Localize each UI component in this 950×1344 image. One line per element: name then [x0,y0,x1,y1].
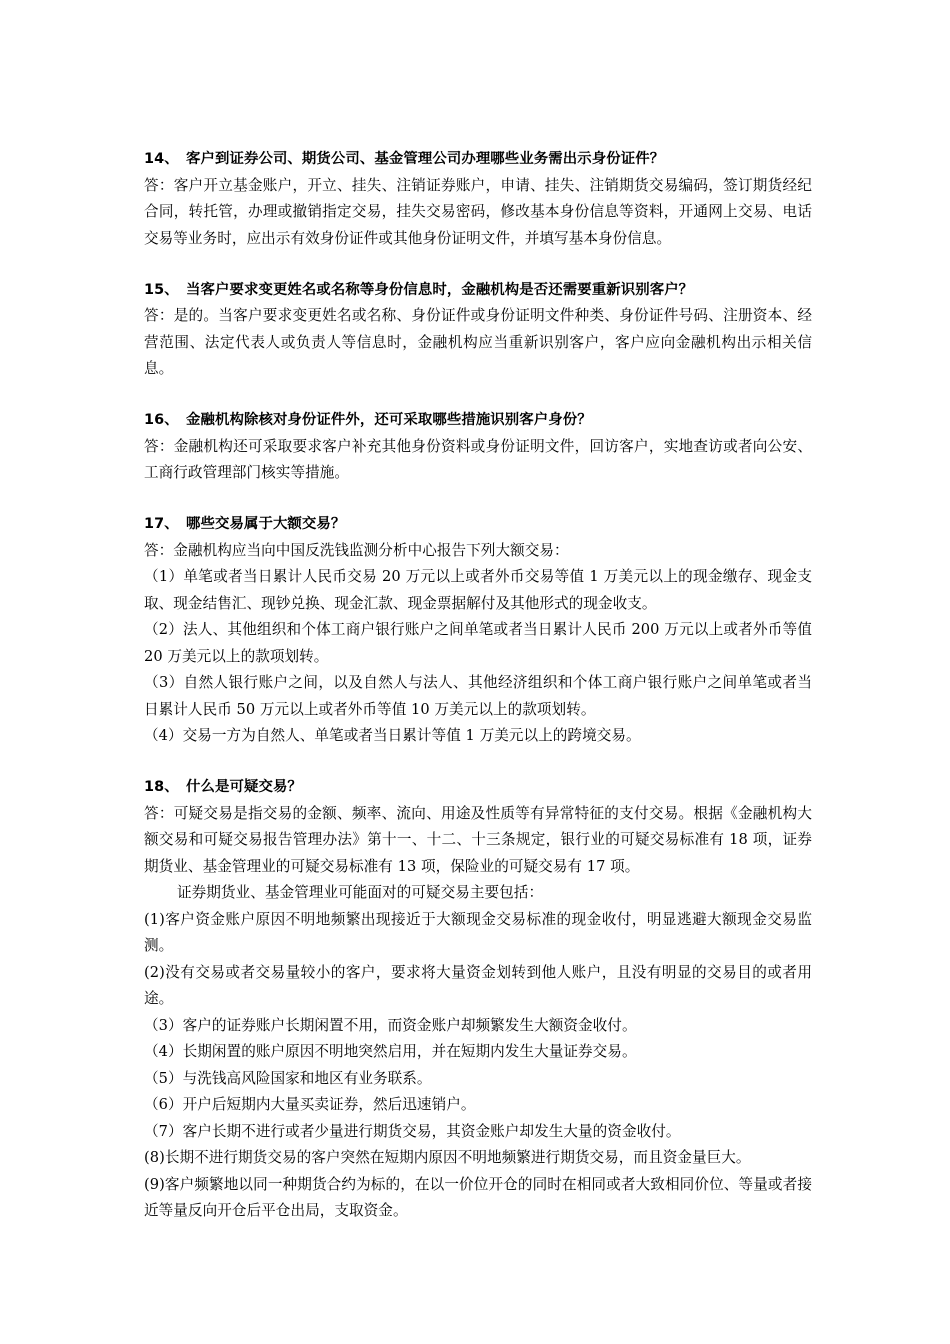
answer-paragraph: 答：客户开立基金账户，开立、挂失、注销证券账户，申请、挂失、注销期货交易编码，签订期货经纪合同，转托管，办理或撤销指定交易，挂失交易密码，修改基本身份信息等资料，开通网上交易、电话交易等业务时，应出示有效身份证件或其他身份证明文件，并填写基本身份信息。 [144,176,812,247]
question-text: 客户到证券公司、期货公司、基金管理公司办理哪些业务需出示身份证件？ [186,151,665,167]
answer-list-item: (9)客户频繁地以同一种期货合约为标的，在以一价位开仓的同时在相同或者大致相同价位、等量或者接近等量反向开仓后平仓出局，支取资金。 [144,1175,812,1219]
answer-list-item: (1)客户资金账户原因不明地频繁出现接近于大额现金交易标准的现金收付，明显逃避大额现金交易监测。 [144,910,812,954]
answer-list-item: （3）客户的证券账户长期闲置不用，而资金账户却频繁发生大额资金收付。 [144,1016,637,1034]
answer-list-item: (2)没有交易或者交易量较小的客户，要求将大量资金划转到他人账户，且没有明显的交易目的或者用途。 [144,963,812,1007]
answer-list-item: （6）开户后短期内大量买卖证券，然后迅速销户。 [144,1096,476,1113]
question-number: 18、 [144,779,179,795]
answer-list-item: （5）与洗钱高风险国家和地区有业务联系。 [144,1069,432,1087]
question-text: 当客户要求变更姓名或名称等身份信息时，金融机构是否还需要重新识别客户？ [186,281,694,298]
answer-paragraph: 答：金融机构应当向中国反洗钱监测分析中心报告下列大额交易： [144,541,569,559]
question-heading [144,407,812,434]
answer-list-item: （7）客户长期不进行或者少量进行期货交易，其资金账户却发生大量的资金收付。 [144,1122,681,1140]
qa-item-15 [144,277,812,383]
question-number: 14、 [144,151,179,167]
question-heading [144,146,812,173]
answer-list-item: （4）长期闲置的账户原因不明地突然启用，并在短期内发生大量证券交易。 [144,1043,637,1060]
answer-block [144,801,812,1225]
answer-block [144,173,812,253]
answer-paragraph: 答：金融机构还可采取要求客户补充其他身份资料或身份证明文件，回访客户，实地查访或者向公安、工商行政管理部门核实等措施。 [144,437,812,481]
answer-list-item: (8)长期不进行期货交易的客户突然在短期内原因不明地频繁进行期货交易，而且资金量巨大。 [144,1149,751,1166]
question-text: 哪些交易属于大额交易？ [186,516,346,532]
answer-paragraph: 答：是的。当客户要求变更姓名或名称、身份证件或身份证明文件种类、身份证件号码、注册资本、经营范围、法定代表人或负责人等信息时，金融机构应当重新识别客户，客户应向金融机构出示相关信息。 [144,307,812,377]
answer-list-item: （2）法人、其他组织和个体工商户银行账户之间单笔或者当日累计人民币 200 万元以上或者外币等值 20 万美元以上的款项划转。 [144,621,812,665]
qa-item-18 [144,774,812,1225]
question-text: 金融机构除核对身份证件外，还可采取哪些措施识别客户身份？ [186,412,592,428]
question-number: 17、 [144,516,179,532]
question-number: 15、 [144,281,179,298]
answer-paragraph: 答：可疑交易是指交易的金额、频率、流向、用途及性质等有异常特征的支付交易。根据《金融机构大额交易和可疑交易报告管理办法》第十一、十二、十三条规定，银行业的可疑交易标准有 18 项，证券期货业、基金管理业的可疑交易标准有 13 项，保险业的可疑交易有 17 项。 [144,804,812,875]
answer-list-item: （4）交易一方为自然人、单笔或者当日累计等值 1 万美元以上的跨境交易。 [144,727,641,744]
qa-item-17 [144,511,812,750]
answer-block [144,434,812,487]
answer-paragraph-indented: 证券期货业、基金管理业可能面对的可疑交易主要包括： [177,884,544,901]
qa-item-14 [144,146,812,252]
answer-list-item: （3）自然人银行账户之间，以及自然人与法人、其他经济组织和个体工商户银行账户之间单笔或者当日累计人民币 50 万元以上或者外币等值 10 万美元以上的款项划转。 [144,674,812,718]
question-text: 什么是可疑交易？ [186,779,302,795]
qa-item-16 [144,407,812,487]
answer-list-item: （1）单笔或者当日累计人民币交易 20 万元以上或者外币交易等值 1 万美元以上的现金缴存、现金支取、现金结售汇、现钞兑换、现金汇款、现金票据解付及其他形式的现金收支。 [144,568,812,612]
question-number: 16、 [144,412,179,428]
document-page [144,146,812,1249]
answer-block [144,538,812,750]
question-heading [144,277,812,304]
answer-block [144,303,812,383]
question-heading [144,511,812,538]
question-heading [144,774,812,801]
